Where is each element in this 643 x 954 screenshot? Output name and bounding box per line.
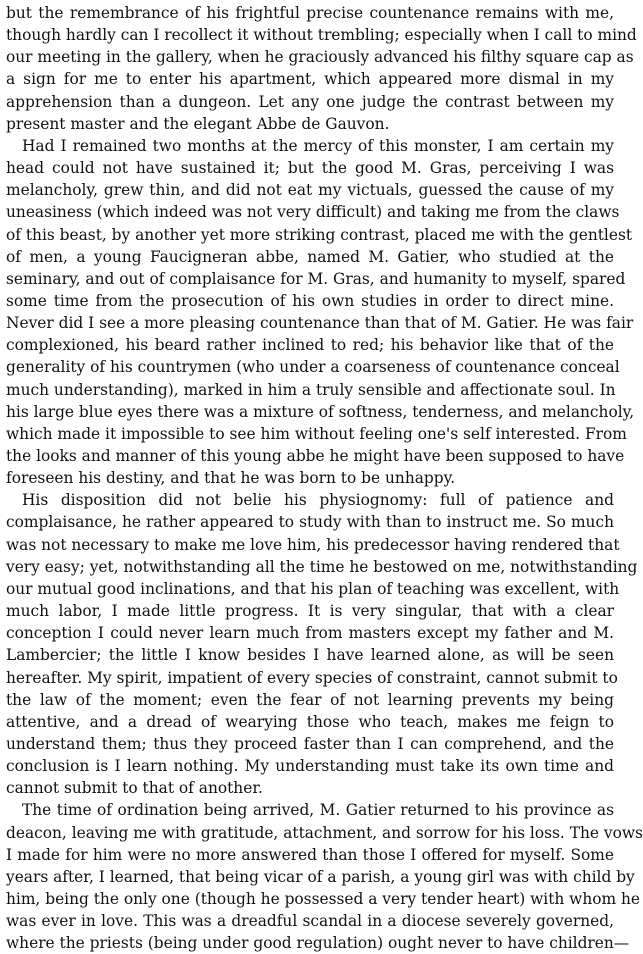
text-line: our mutual good inclinations, and that his plan of teaching was excellent, with [6, 579, 620, 598]
text-line: understand them; thus they proceed faster than I can comprehend, and the [6, 734, 614, 753]
text-line: hereafter. My spirit, impatient of every species of constraint, cannot submit to [6, 668, 618, 687]
text-line: where the priests (being under good regulation) ought never to have children— [6, 934, 630, 953]
text-line: which made it impossible to see him without feeling one's self interested. From [6, 424, 627, 443]
text-line: complaisance, he rather appeared to study with than to instruct me. So much [6, 513, 614, 532]
text-line: seminary, and out of complaisance for M. Gras, and humanity to myself, spared [6, 269, 626, 288]
text-line: present master and the elegant Abbe de Gauvon. [6, 114, 390, 133]
text-line: I made for him were no more answered than those I offered for myself. Some [6, 845, 614, 864]
text-line: him, being the only one (though he possessed a very tender heart) with whom he [6, 890, 641, 908]
text-line: attentive, and a dread of wearying those who teach, makes me feign to [6, 712, 614, 731]
text-line: complexioned, his beard rather inclined to red; his behavior like that of the [6, 336, 614, 355]
text-line: but the remembrance of his frightful precise countenance remains with me, [6, 4, 614, 22]
text-line: head could not have sustained it; but the good M. Gras, perceiving I was [6, 159, 614, 178]
text-line: generality of his countrymen (who under a coarseness of countenance conceal [6, 358, 620, 377]
text-line: of men, a young Faucigneran abbe, named M. Gatier, who studied at the [6, 247, 614, 266]
text-line: a sign for me to enter his apartment, which appeared more dismal in my [6, 70, 614, 89]
text-line: uneasiness (which indeed was not very difficult) and taking me from the claws [6, 203, 620, 222]
text-line: Never did I see a more pleasing countenance than that of M. Gatier. He was fair [6, 314, 634, 333]
text-line: foreseen his destiny, and that he was born to be unhappy. [6, 469, 456, 488]
text-line: much labor, I made little progress. It is very singular, that with a clear [6, 602, 614, 621]
text-line: deacon, leaving me with gratitude, attachment, and sorrow for his loss. The vows [6, 823, 643, 842]
paragraph-first-line: His disposition did not belie his physiognomy: full of patience and [22, 491, 614, 510]
text-line: though hardly can I recollect it without trembling; especially when I call to mind [6, 26, 637, 45]
text-line: much understanding), marked in him a truly sensible and affectionate soul. In [6, 380, 616, 399]
text-line: melancholy, grew thin, and did not eat my victuals, guessed the cause of my [6, 181, 614, 200]
text-line: conclusion is I learn nothing. My understanding must take its own time and [6, 757, 614, 776]
text-line: cannot submit to that of another. [6, 779, 263, 798]
text-line: some time from the prosecution of his own studies in order to direct mine. [6, 291, 614, 310]
text-line: our meeting in the gallery, when he graciously advanced his filthy square cap as [6, 48, 634, 67]
text-line: was not necessary to make me love him, his predecessor having rendered that [6, 535, 620, 554]
text-line: years after, I learned, that being vicar of a parish, a young girl was with child by [6, 867, 635, 886]
text-line: his large blue eyes there was a mixture of softness, tenderness, and melancholy, [6, 402, 635, 421]
text-line: was ever in love. This was a dreadful scandal in a diocese severely governed, [6, 912, 614, 931]
text-line: the law of the moment; even the fear of not learning prevents my being [6, 690, 614, 709]
paragraph-first-line: The time of ordination being arrived, M. Gatier returned to his province as [22, 801, 614, 820]
text-line: very easy; yet, notwithstanding all the time he bestowed on me, notwithstanding [6, 557, 638, 576]
text-line: Lambercier; the little I know besides I have learned alone, as will be seen [6, 646, 614, 665]
text-line: of this beast, by another yet more striking contrast, placed me with the gentlest [6, 225, 633, 244]
text-line: conception I could never learn much from masters except my father and M. [6, 624, 614, 643]
text-line: apprehension than a dungeon. Let any one judge the contrast between my [6, 92, 614, 111]
paragraph-first-line: Had I remained two months at the mercy of this monster, I am certain my [22, 136, 614, 155]
text-line: the looks and manner of this young abbe he might have been supposed to have [6, 447, 625, 465]
